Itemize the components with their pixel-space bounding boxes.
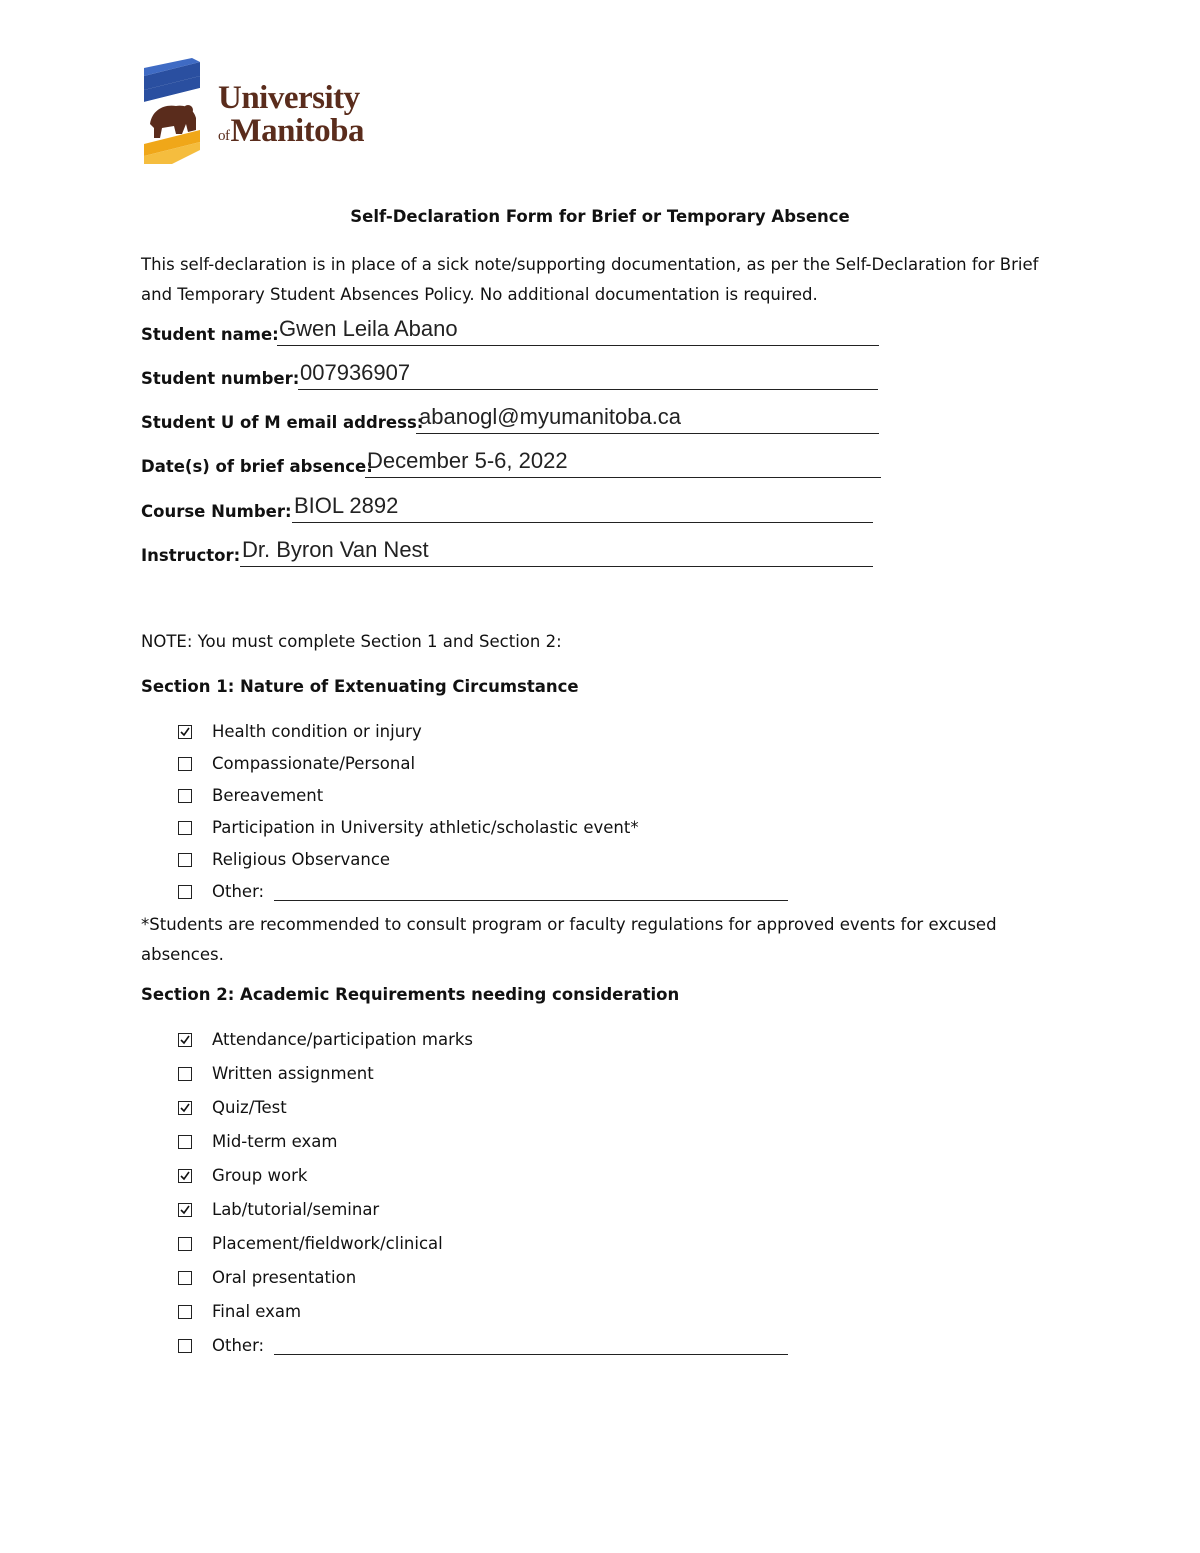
course-number-line [292, 522, 873, 523]
course-number-value[interactable]: BIOL 2892 [294, 493, 399, 518]
dates-label: Date(s) of brief absence: [141, 457, 373, 476]
checkbox-icon[interactable] [178, 757, 192, 771]
student-name-label: Student name: [141, 325, 279, 344]
checkbox-icon[interactable] [178, 1237, 192, 1251]
checked-checkbox-icon[interactable] [178, 1101, 192, 1115]
intro-paragraph: This self-declaration is in place of a sick note/supporting documentation, as per the Self-Declaration for Brief and Temporary Student Absences Policy. No additional documentation is required. [141, 255, 1039, 304]
checkbox-icon[interactable] [178, 1067, 192, 1081]
section1-item-label: Other: [212, 882, 265, 901]
section2-item-label: Group work [212, 1166, 308, 1185]
dates-line [365, 477, 881, 478]
checkbox-icon[interactable] [178, 1271, 192, 1285]
email-value[interactable]: abanogl@myumanitoba.ca [419, 404, 682, 429]
email-line [416, 433, 879, 434]
student-name-value[interactable]: Gwen Leila Abano [279, 316, 458, 341]
section2-item-label: Final exam [212, 1302, 302, 1321]
course-number-field [141, 489, 875, 523]
email-field [141, 400, 881, 434]
checkbox-icon[interactable] [178, 885, 192, 899]
section1-item-label: Bereavement [212, 786, 324, 805]
student-number-field [141, 356, 881, 390]
student-number-label: Student number: [141, 369, 300, 388]
section1-item-label: Religious Observance [212, 850, 391, 869]
checked-checkbox-icon[interactable] [178, 1033, 192, 1047]
email-label: Student U of M email address: [141, 413, 424, 432]
section2-heading: Section 2: Academic Requirements needing consideration [141, 985, 680, 1004]
section1-footnote: *Students are recommended to consult program or faculty regulations for approved events for excused absences. [141, 915, 997, 964]
section2-item-label: Attendance/participation marks [212, 1030, 474, 1049]
checkbox-icon[interactable] [178, 853, 192, 867]
checked-checkbox-icon[interactable] [178, 725, 192, 739]
checkbox-icon[interactable] [178, 1339, 192, 1353]
checkbox-icon[interactable] [178, 1305, 192, 1319]
logo-manitoba-text: Manitoba [230, 113, 365, 149]
section2-item-label: Written assignment [212, 1064, 374, 1083]
student-name-line [277, 345, 879, 346]
section2-item-label: Placement/fieldwork/clinical [212, 1234, 443, 1253]
checkbox-icon[interactable] [178, 789, 192, 803]
section2-item-label: Lab/tutorial/seminar [212, 1200, 380, 1219]
logo-university-text: University [218, 80, 360, 116]
instructor-value[interactable]: Dr. Byron Van Nest [242, 537, 429, 562]
checkbox-icon[interactable] [178, 1135, 192, 1149]
instructor-label: Instructor: [141, 546, 241, 565]
note-text: NOTE: You must complete Section 1 and Section 2: [141, 632, 562, 651]
student-number-line [298, 389, 878, 390]
course-number-label: Course Number: [141, 502, 292, 521]
form-title: Self-Declaration Form for Brief or Temporary Absence [350, 207, 850, 226]
bison-crest-icon [142, 58, 208, 166]
section2-other-line[interactable] [274, 1354, 788, 1355]
checked-checkbox-icon[interactable] [178, 1169, 192, 1183]
dates-field [141, 444, 883, 478]
section2-item-label: Quiz/Test [212, 1098, 287, 1117]
checkbox-icon[interactable] [178, 821, 192, 835]
section2-item-label: Mid-term exam [212, 1132, 338, 1151]
student-name-field [141, 312, 881, 346]
instructor-field [141, 533, 875, 567]
dates-value[interactable]: December 5-6, 2022 [367, 448, 568, 473]
instructor-line [240, 566, 873, 567]
section1-heading: Section 1: Nature of Extenuating Circumstance [141, 677, 579, 696]
section1-item-label: Participation in University athletic/scholastic event* [212, 818, 639, 837]
student-number-value[interactable]: 007936907 [300, 360, 411, 385]
section2-item-label: Other: [212, 1336, 265, 1355]
section1-item-label: Compassionate/Personal [212, 754, 416, 773]
section2-item-label: Oral presentation [212, 1268, 357, 1287]
section1-other-line[interactable] [274, 900, 788, 901]
university-logo [142, 58, 382, 166]
checked-checkbox-icon[interactable] [178, 1203, 192, 1217]
section1-item-label: Health condition or injury [212, 722, 422, 741]
logo-of-text: of [218, 128, 230, 144]
